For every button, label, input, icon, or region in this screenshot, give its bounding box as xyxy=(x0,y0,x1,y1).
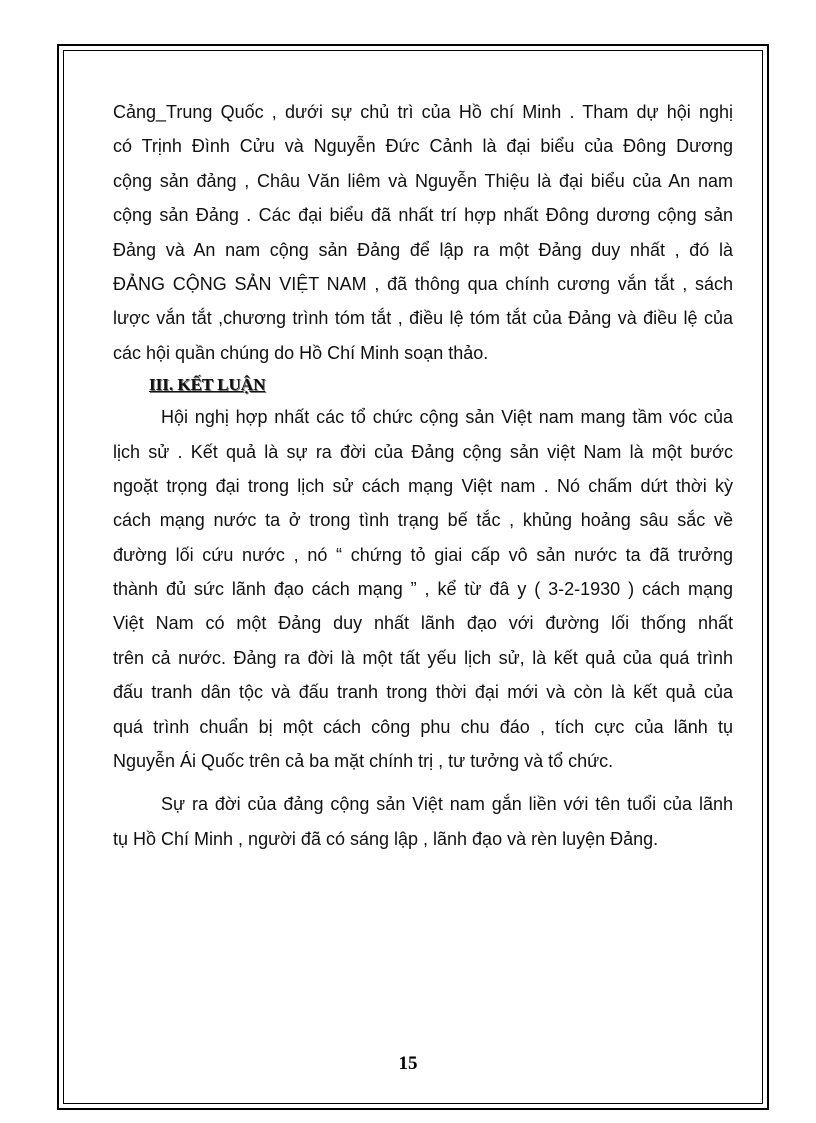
paragraph-1-line: Cảng_Trung Quốc , dưới sự chủ trì của Hồ chí Minh . Tham dự hội nghị xyxy=(113,102,733,122)
paragraph-1 xyxy=(113,95,733,370)
paragraph-2-line: cách mạng nước ta ở trong tình trạng bế tắc , khủng hoảng sâu sắc về xyxy=(113,510,733,531)
section-heading: III. KẾT LUẬN xyxy=(149,375,266,395)
paragraph-2-line: đường lối cứu nước , nó “ chứng tỏ giai cấp vô sản nước ta đã trưởng xyxy=(113,544,733,565)
paragraph-1-line: cộng sản Đảng . Các đại biểu đã nhất trí hợp nhất Đông dương cộng sản xyxy=(113,205,733,226)
paragraph-3-line: Sự ra đời của đảng cộng sản Việt nam gắn liền với tên tuổi của lãnh xyxy=(161,794,733,815)
paragraph-2-line: Nguyễn Ái Quốc trên cả ba mặt chính trị , tư tưởng và tổ chức. xyxy=(113,751,614,772)
paragraph-2-line: ngoặt trọng đại trong lịch sử cách mạng Việt nam . Nó chấm dứt thời kỳ xyxy=(113,475,733,496)
document-body xyxy=(113,95,733,856)
paragraph-2-line: trên cả nước. Đảng ra đời là một tất yếu lịch sử, là kết quả của quá trình xyxy=(113,647,733,668)
paragraph-3-line: tụ Hồ Chí Minh , người đã có sáng lập , lãnh đạo và rèn luyện Đảng. xyxy=(113,828,659,849)
paragraph-1-line: cộng sản đảng , Châu Văn liêm và Nguyễn Thiệu là đại biểu của An nam xyxy=(113,170,733,191)
paragraph-1-line: lược vắn tắt ,chương trình tóm tắt , điều lệ tóm tắt của Đảng và điều lệ của xyxy=(113,308,733,329)
paragraph-2-line: Việt Nam có một Đảng duy nhất lãnh đạo với đường lối thống nhất xyxy=(113,613,733,634)
paragraph-2-line: thành đủ sức lãnh đạo cách mạng ” , kể từ đâ y ( 3-2-1930 ) cách mạng xyxy=(113,579,733,600)
paragraph-2 xyxy=(113,400,733,778)
paragraph-2-line: đấu tranh dân tộc và đấu tranh trong thời đại mới và còn là kết quả của xyxy=(113,682,733,703)
paragraph-1-line: các hội quần chúng do Hồ Chí Minh soạn thảo. xyxy=(113,342,489,363)
paragraph-2-line: Hội nghị hợp nhất các tổ chức cộng sản Việt nam mang tầm vóc của xyxy=(161,407,733,428)
paragraph-2-line: lịch sử . Kết quả là sự ra đời của Đảng cộng sản việt Nam là một bước xyxy=(113,441,733,462)
paragraph-1-line: có Trịnh Đình Cửu và Nguyễn Đức Cảnh là đại biểu của Đông Dương xyxy=(113,136,733,157)
paragraph-1-line: Đảng và An nam cộng sản Đảng để lập ra một Đảng duy nhất , đó là xyxy=(113,239,733,260)
paragraph-3 xyxy=(113,787,733,856)
paragraph-2-line: quá trình chuẩn bị một cách công phu chu đáo , tích cực của lãnh tụ xyxy=(113,716,733,737)
page-number: 15 xyxy=(398,1053,418,1074)
paragraph-1-line: ĐẢNG CỘNG SẢN VIỆT NAM , đã thông qua chính cương vắn tắt , sách xyxy=(113,273,733,294)
